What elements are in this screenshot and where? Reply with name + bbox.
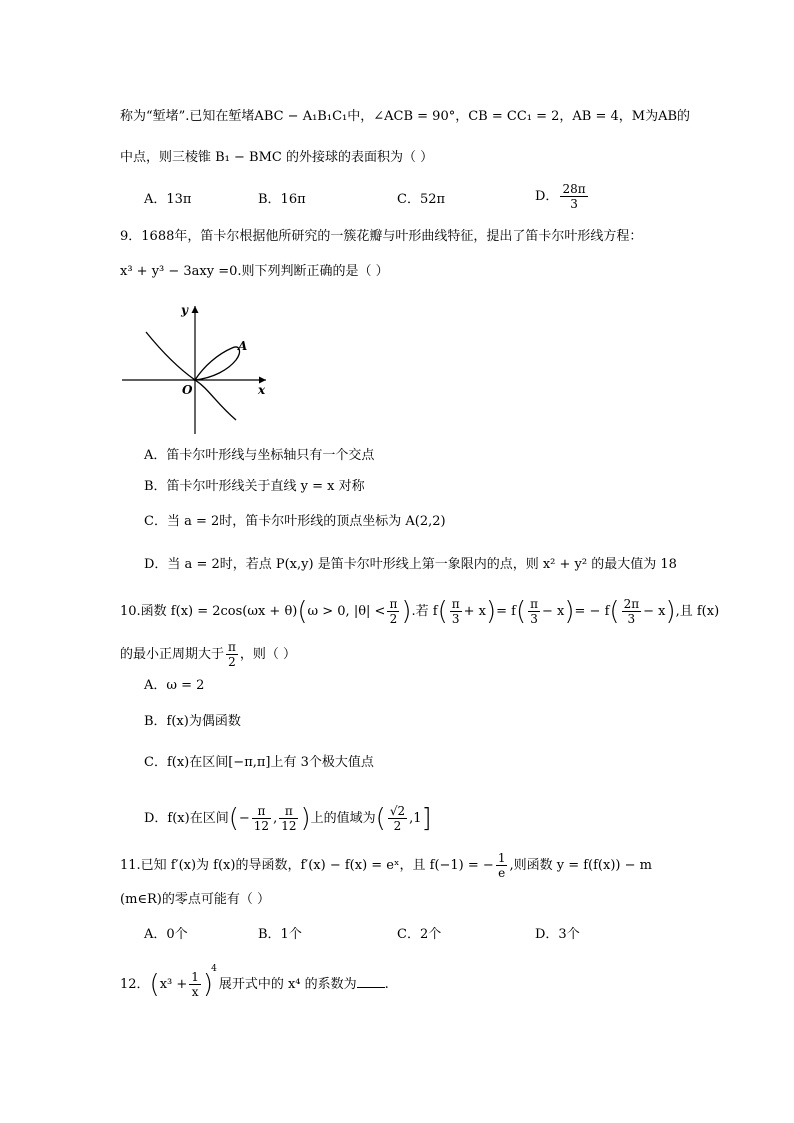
q8-option-d xyxy=(535,182,590,211)
q10-pi-num: π xyxy=(389,597,398,611)
q10-pi-num-a: π xyxy=(451,597,460,611)
q10-option-c: C．f(x)在区间[−π,π]上有 3个极大值点 xyxy=(144,755,374,770)
q12-end: . xyxy=(384,977,389,992)
folium-graph xyxy=(118,298,288,438)
q8-option-d-fraction xyxy=(560,182,587,211)
q10-option-a: A．ω = 2 xyxy=(144,678,205,693)
q10-pi-over-3-b xyxy=(528,597,540,626)
q12-paren-close: ) xyxy=(202,969,214,1000)
q8-option-d-denominator: 3 xyxy=(570,197,578,211)
q8-option-c: C．52π xyxy=(397,192,446,207)
q8-line2: 中点，则三棱锥 B₁ − BMC 的外接球的表面积为（ ） xyxy=(120,150,434,165)
q11-den: e xyxy=(498,866,506,880)
q10-three-den-c: 3 xyxy=(627,612,636,626)
q9-line1: 9．1688年，笛卡尔根据他所研究的一簇花瓣与叶形曲线特征，提出了笛卡尔叶形线方程： xyxy=(120,229,643,244)
q10-d-sqrt-den: 2 xyxy=(393,819,402,833)
q10-condition: ω > 0, |θ| < xyxy=(307,604,386,619)
q12-text: 展开式中的 x⁴ 的系数为 xyxy=(218,977,357,992)
q10-d-range-text: 上的值域为 xyxy=(310,811,376,826)
q10-if: .若 f xyxy=(411,604,438,619)
q10-minus-x-a: − x xyxy=(542,604,565,619)
q10-d-paren-open-2: ( xyxy=(375,803,386,834)
q9-option-d: D．当 a = 2时，若点 P(x,y) 是笛卡尔叶形线上第一象限内的点，则 x² + y² 的最大值为 18 xyxy=(144,557,677,572)
q10-pi-num-b: π xyxy=(530,597,539,611)
q10-tail: ,且 f(x) xyxy=(675,604,720,619)
q10-paren-close: ) xyxy=(401,596,412,627)
q10-d-left-den: 12 xyxy=(253,819,270,833)
q11-option-d: D．3个 xyxy=(535,927,580,942)
q10-d-left-num: π xyxy=(252,804,271,819)
q11-text-pre: 11.已知 f′(x)为 f(x)的导函数，f′(x) − f(x) = eˣ，且 f(−1) = − xyxy=(120,858,494,873)
q10-three-den-a: 3 xyxy=(451,612,460,626)
graph-point-label: A xyxy=(238,339,248,353)
q11-option-b: B．1个 xyxy=(258,927,302,942)
q9-line2: x³ + y³ − 3axy =0.则下列判断正确的是（ ） xyxy=(120,264,389,279)
q10-period-fraction xyxy=(226,640,238,669)
q10-d-bracket-close: ] xyxy=(421,803,432,834)
q10-period-text: 的最小正周期大于 xyxy=(120,647,225,662)
q11-line1 xyxy=(120,851,652,880)
q10-pi-over-2 xyxy=(387,597,399,626)
q10-period-num: π xyxy=(228,640,236,654)
q10-paren-open-2: ( xyxy=(437,596,448,627)
q9-option-a: A．笛卡尔叶形线与坐标轴只有一个交点 xyxy=(144,448,375,463)
q12-number: 12． xyxy=(120,977,150,992)
q10-d-one: ,1 xyxy=(409,811,422,826)
q10-option-d xyxy=(144,804,432,833)
q10-eq2: = − f xyxy=(574,604,610,619)
q10-paren-open: ( xyxy=(297,596,308,627)
q10-paren-close-4: ) xyxy=(665,596,676,627)
q10-d-minus: − xyxy=(238,811,250,826)
q10-2pi-num: 2π xyxy=(623,597,640,611)
q9-option-c: C．当 a = 2时，笛卡尔叶形线的顶点坐标为 A(2,2) xyxy=(144,514,446,529)
q11-line2: (m∈R)的零点可能有（ ） xyxy=(120,892,271,907)
q10-two-den: 2 xyxy=(389,612,398,626)
q10-d-comma: , xyxy=(273,811,278,826)
q10-minus-x-b: − x xyxy=(643,604,666,619)
q10-d-paren-close: ) xyxy=(300,803,311,834)
q10-paren-open-4: ( xyxy=(609,596,620,627)
q10-d-sqrt-frac xyxy=(388,804,407,833)
q8-option-a: A．13π xyxy=(144,192,192,207)
q10-d-right-num: π xyxy=(279,804,298,819)
q10-three-den-b: 3 xyxy=(530,612,538,626)
q10-pi-over-3-a xyxy=(450,597,462,626)
q10-eq1: = f xyxy=(496,604,516,619)
q10-paren-open-3: ( xyxy=(515,596,527,627)
q11-fraction xyxy=(496,851,508,880)
q9-option-b: B．笛卡尔叶形线关于直线 y = x 对称 xyxy=(144,479,365,494)
q11-text-post: ,则函数 y = f(f(x)) − m xyxy=(509,858,652,873)
folium-curve xyxy=(146,332,236,420)
q10-plus-x: + x xyxy=(463,604,486,619)
q11-option-a: A．0个 xyxy=(144,927,188,942)
q10-paren-close-3: ) xyxy=(564,596,575,627)
q10-d-sqrt-num: √2 xyxy=(389,804,406,818)
q10-paren-close-2: ) xyxy=(485,596,497,627)
graph-x-label: x xyxy=(258,383,266,397)
q10-option-b: B．f(x)为偶函数 xyxy=(144,714,241,729)
q12-num: 1 xyxy=(191,970,199,984)
q12-x3: x³ + xyxy=(159,977,188,992)
q8-option-d-numerator: 28π xyxy=(562,182,586,196)
q10-period-den: 2 xyxy=(228,655,236,669)
q10-d-frac-left xyxy=(252,804,271,833)
q10-line2 xyxy=(120,640,296,669)
q10-d-right-den: 12 xyxy=(281,819,297,833)
folium-loop xyxy=(195,347,239,380)
q8-option-b: B．16π xyxy=(258,192,306,207)
q10-option-d-label: D．f(x)在区间 xyxy=(144,811,229,826)
q12-answer-blank[interactable] xyxy=(357,977,385,988)
q12-den: x xyxy=(191,985,199,999)
q12-fraction xyxy=(189,970,201,999)
q12-paren-open: ( xyxy=(149,969,160,1000)
q11-option-c: C．2个 xyxy=(397,927,442,942)
q10-d-paren-open: ( xyxy=(228,803,239,834)
q10-func: 10.函数 f(x) = 2cos(ωx + θ) xyxy=(120,604,298,619)
q10-2pi-over-3 xyxy=(622,597,642,626)
graph-origin-label: O xyxy=(182,383,193,397)
graph-y-label: y xyxy=(181,303,188,317)
q11-num: 1 xyxy=(497,851,506,865)
q8-option-d-label: D． xyxy=(535,189,559,204)
q12-line xyxy=(120,963,389,1000)
q10-d-frac-right xyxy=(279,804,298,833)
q12-exponent: 4 xyxy=(211,963,217,974)
q10-line1 xyxy=(120,597,719,626)
q8-line1: 称为“堑堵”.已知在堑堵ABC − A₁B₁C₁中，∠ACB = 90°，CB = CC₁ = 2，AB = 4，M为AB的 xyxy=(120,109,691,124)
q10-then: ，则（ ） xyxy=(239,647,297,662)
